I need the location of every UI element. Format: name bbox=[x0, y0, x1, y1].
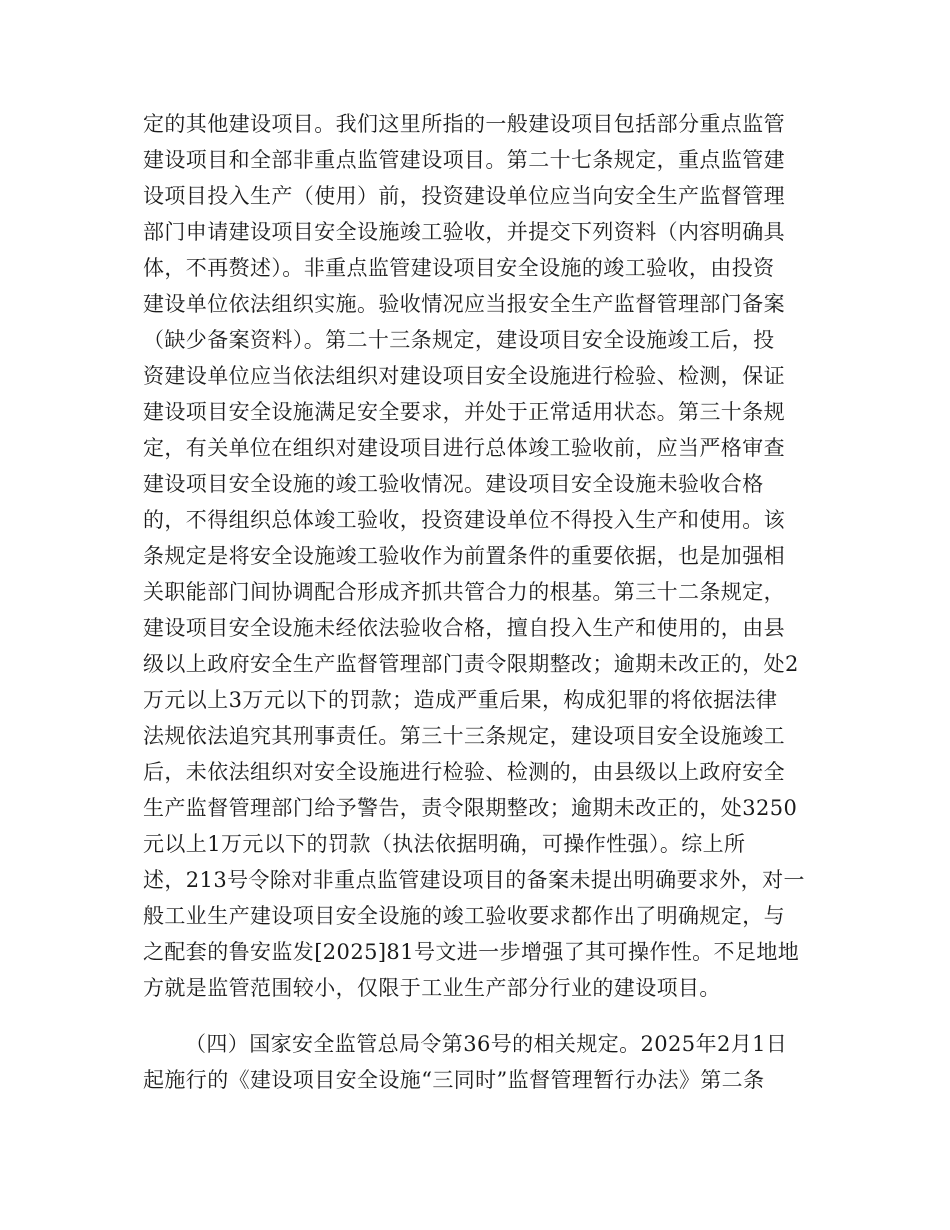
text-line: 方就是监管范围较小，仅限于工业生产部分行业的建设项目。 bbox=[143, 976, 721, 1000]
text-line: 级以上政府安全生产监督管理部门责令限期整改；逾期未改正的，处2 bbox=[143, 652, 799, 676]
text-line: 建设单位依法组织实施。验收情况应当报安全生产监督管理部门备案 bbox=[143, 292, 785, 316]
text-line: 万元以上3万元以下的罚款；造成严重后果，构成犯罪的将依据法律 bbox=[143, 688, 778, 712]
text-line: 建设项目安全设施未经依法验收合格，擅自投入生产和使用的，由县 bbox=[143, 616, 785, 640]
text-line: 述，213号令除对非重点监管建设项目的备案未提出明确要求外，对一 bbox=[143, 868, 805, 892]
text-line: 后，未依法组织对安全设施进行检验、检测的，由县级以上政府安全 bbox=[143, 760, 785, 784]
text-line: 之配套的鲁安监发[2025]81号文进一步增强了其可操作性。不足地地 bbox=[143, 940, 800, 964]
text-line: 体，不再赘述）。非重点监管建设项目安全设施的竣工验收，由投资 bbox=[143, 256, 775, 280]
text-line: 般工业生产建设项目安全设施的竣工验收要求都作出了明确规定，与 bbox=[143, 904, 785, 928]
text-line: 建设项目安全设施的竣工验收情况。建设项目安全设施未验收合格 bbox=[143, 472, 764, 496]
text-line: 生产监督管理部门给予警告，责令限期整改；逾期未改正的，处3250 bbox=[143, 796, 798, 820]
text-line: （缺少备案资料）。第二十三条规定，建设项目安全设施竣工后，投 bbox=[143, 328, 775, 352]
text-line: 条规定是将安全设施竣工验收作为前置条件的重要依据，也是加强相 bbox=[143, 544, 785, 568]
text-line: 起施行的《建设项目安全设施“三同时”监督管理暂行办法》第二条 bbox=[143, 1068, 765, 1092]
text-line: （四）国家安全监管总局令第36号的相关规定。2025年2月1日 bbox=[185, 1032, 788, 1056]
text-line: 设项目投入生产（使用）前，投资建设单位应当向安全生产监督管理 bbox=[143, 184, 785, 208]
text-line: 法规依法追究其刑事责任。第三十三条规定，建设项目安全设施竣工 bbox=[143, 724, 785, 748]
text-line: 定的其他建设项目。我们这里所指的一般建设项目包括部分重点监管 bbox=[143, 112, 785, 136]
text-line: 的，不得组织总体竣工验收，投资建设单位不得投入生产和使用。该 bbox=[143, 508, 785, 532]
text-line: 定，有关单位在组织对建设项目进行总体竣工验收前，应当严格审查 bbox=[143, 436, 785, 460]
text-line: 部门申请建设项目安全设施竣工验收，并提交下列资料（内容明确具 bbox=[143, 220, 785, 244]
text-line: 建设项目和全部非重点监管建设项目。第二十七条规定，重点监管建 bbox=[143, 148, 785, 172]
text-line: 元以上1万元以下的罚款（执法依据明确，可操作性强）。综上所 bbox=[143, 832, 746, 856]
text-line: 建设项目安全设施满足安全要求，并处于正常适用状态。第三十条规 bbox=[143, 400, 785, 424]
text-line: 资建设单位应当依法组织对建设项目安全设施进行检验、检测，保证 bbox=[143, 364, 785, 388]
text-line: 关职能部门间协调配合形成齐抓共管合力的根基。第三十二条规定， bbox=[143, 580, 785, 604]
